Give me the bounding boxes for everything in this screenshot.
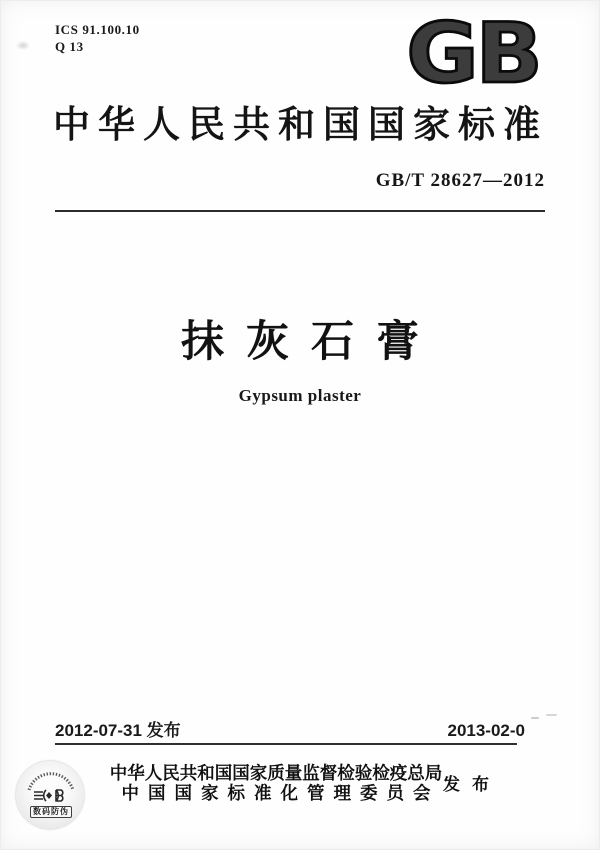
dates-row: [55, 722, 525, 739]
standard-title-chinese: 抹灰石膏: [181, 319, 441, 366]
seal-label: 数码防伪: [30, 806, 72, 818]
publisher-line-1: 中华人民共和国国家质量监督检验检疫总局: [109, 763, 443, 783]
scan-smudge: [16, 41, 30, 50]
header-divider: [55, 210, 545, 212]
implementation-date: 2013-02-0: [447, 721, 525, 740]
ics-classification-block: [55, 21, 140, 55]
scan-speck: [531, 717, 539, 719]
anti-counterfeit-seal: [16, 759, 86, 831]
gb-logo-icon: GB: [406, 5, 540, 102]
ics-code: ICS 91.100.10: [55, 22, 140, 37]
publisher-block: [90, 763, 462, 803]
seal-emblem-icon: [34, 790, 63, 801]
issued-label: 发布: [443, 775, 501, 794]
footer-divider: [55, 743, 517, 745]
seal-arc-icon: [16, 759, 86, 831]
issue-date: 2012-07-31 发布: [55, 721, 181, 740]
standard-title-english: Gypsum plaster: [238, 386, 362, 405]
national-standard-heading: 中华人民共和国国家标准: [53, 105, 548, 146]
ics-class-code: Q 13: [55, 39, 84, 54]
scan-speck: [546, 714, 557, 716]
standard-number: GB/T 28627—2012: [375, 170, 545, 191]
publisher-line-2: 中国国家标准化管理委员会: [121, 783, 440, 803]
